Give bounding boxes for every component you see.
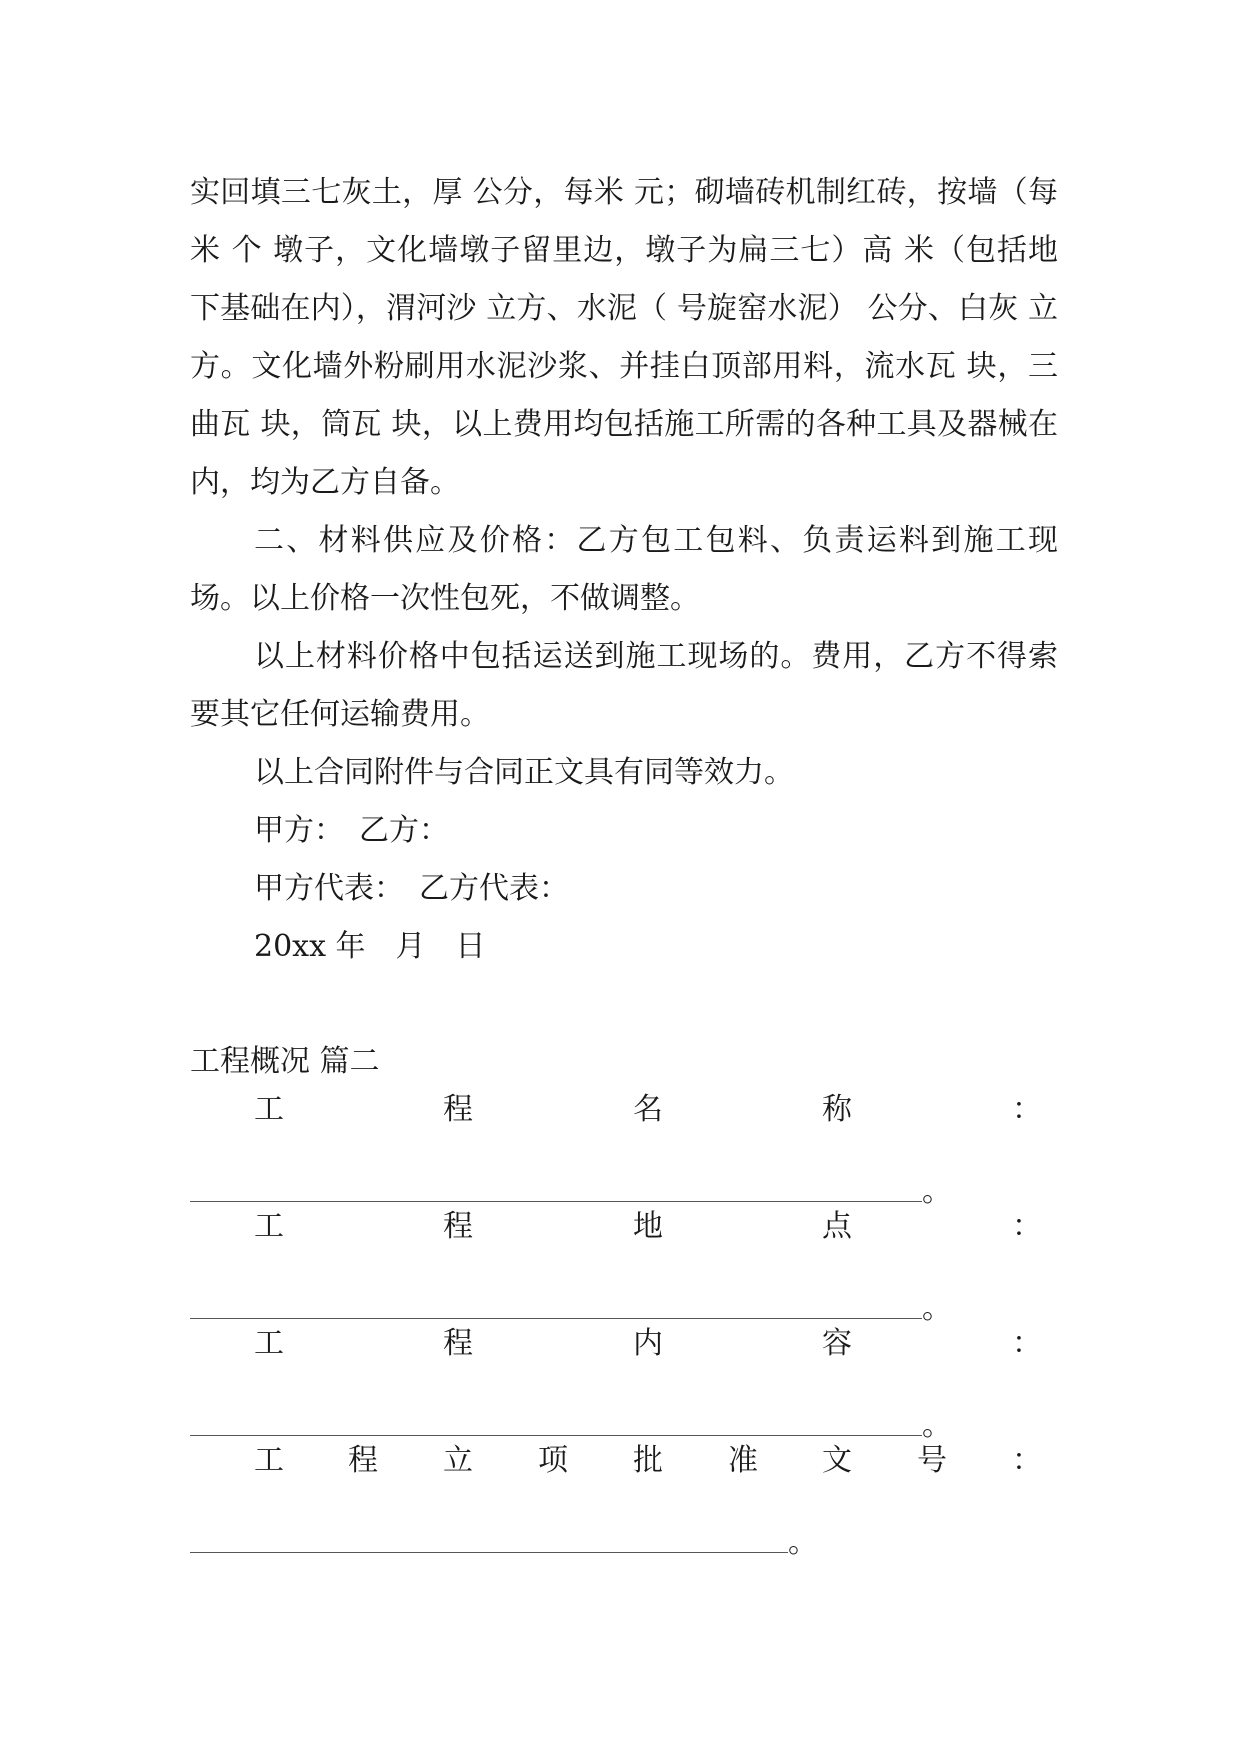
label-char: 程 [443,1326,473,1361]
blank-period: 。 [788,1525,818,1560]
label-char: 名 [633,1092,663,1127]
signature-parties: 甲方： 乙方： [254,813,449,848]
signature-representatives: 甲方代表： 乙方代表： [254,871,569,906]
label-char: 程 [443,1209,473,1244]
field-label [190,1090,1058,1130]
fill-in-blank[interactable] [190,1406,1058,1446]
blank-period: 。 [922,1408,952,1443]
label-char: 程 [443,1092,473,1127]
field-label [190,1324,1058,1364]
field-project-content [190,1324,1058,1446]
field-approval-document-number [190,1441,1058,1563]
label-char: 批 [633,1443,663,1478]
paragraph-material-supply: 二、材料供应及价格：乙方包工包料、负责运料到施工现场。以上价格一次性包死，不做调整。 [190,523,1058,616]
field-label [190,1441,1058,1481]
blank-underline [190,1201,922,1202]
paragraph-equal-validity: 以上合同附件与合同正文具有同等效力。 [254,755,794,790]
label-char: 工 [254,1443,284,1478]
blank-underline [190,1552,788,1553]
label-char: 立 [443,1443,473,1478]
label-char: 工 [254,1326,284,1361]
label-char: ： [1012,1092,1042,1127]
label-char: 地 [633,1209,663,1244]
blank-underline [190,1435,922,1436]
contract-body [190,164,1058,976]
signature-date: 20xx 年 月 日 [254,929,486,964]
fill-in-blank[interactable] [190,1523,1058,1563]
label-char: 工 [254,1209,284,1244]
label-char: 项 [538,1443,568,1478]
label-char: 工 [254,1092,284,1127]
fill-in-blank[interactable] [190,1172,1058,1212]
section-title: 工程概况 篇二 [190,1044,380,1079]
label-char: ： [1012,1209,1042,1244]
label-char: ： [1012,1326,1042,1361]
fill-in-blank[interactable] [190,1289,1058,1329]
blank-period: 。 [922,1174,952,1209]
label-char: 容 [822,1326,852,1361]
label-char: 准 [728,1443,758,1478]
blank-underline [190,1318,922,1319]
label-char: 称 [822,1092,852,1127]
field-project-name [190,1090,1058,1212]
paragraph-materials-spec: 实回填三七灰土，厚 公分，每米 元；砌墙砖机制红砖，按墙（每 米 个 墩子，文化墙墩子留里边，墩子为扁三七）高 米（包括地下基础在内），渭河沙 立方、水泥（ 号旋窑水泥） 公分、白灰 立方。文化墙外粉刷用水泥沙浆、并挂白顶部用料，流水瓦 块，三曲瓦 块，筒瓦 块，以上费用均包括施工所需的各种工具及器械在内，均为乙方自备。 [190,175,1058,500]
label-char: 点 [822,1209,852,1244]
paragraph-transport-cost: 以上材料价格中包括运送到施工现场的。费用，乙方不得索要其它任何运输费用。 [190,639,1058,732]
label-char: 文 [822,1443,852,1478]
label-char: 号 [917,1443,947,1478]
label-char: ： [1012,1443,1042,1478]
field-project-location [190,1207,1058,1329]
field-label [190,1207,1058,1247]
label-char: 程 [348,1443,378,1478]
blank-period: 。 [922,1291,952,1326]
label-char: 内 [633,1326,663,1361]
